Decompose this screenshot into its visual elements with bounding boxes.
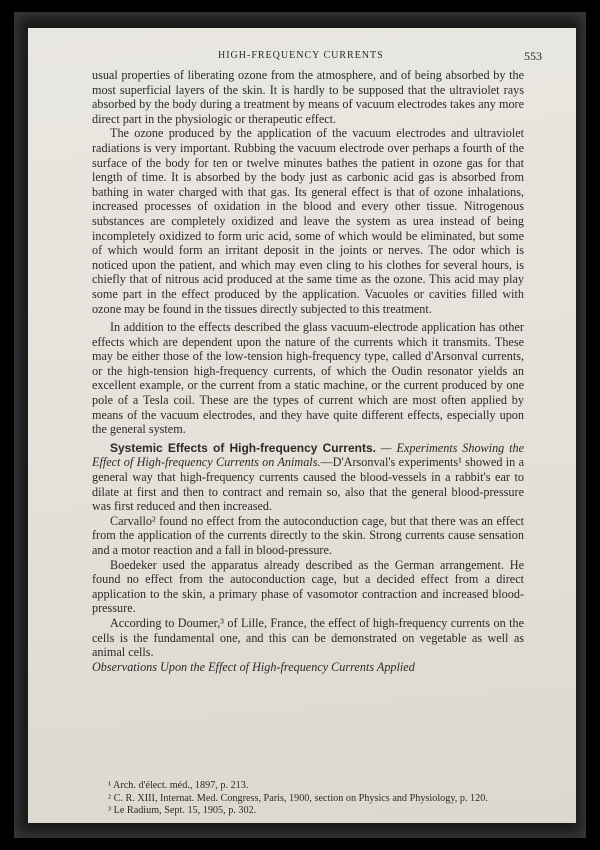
paragraph-5: Carvallo² found no effect from the autoconduction cage, but that there was an effect from the application of the currents directly to the skin. Strong currents cause sensation and a motor reaction and a fall in blood-pressure. [92, 513, 524, 557]
heading-dash: — [375, 440, 397, 455]
paragraph-1: usual properties of liberating ozone from the atmosphere, and of being absorbed by the most superficial layers of the skin. It is hardly to be supposed that the ultraviolet rays absorbed by the body during a treatment by means of vacuum electrodes takes any more direct part in the physiologic or therapeutic effect. [92, 68, 524, 126]
subsection-heading: Experiments Showing the Effect of High-frequency Currents on Animals. [92, 440, 524, 470]
paragraph-3: In addition to the effects described the glass vacuum-electrode application has other effects which are dependent upon the nature of the currents which it transmits. These may be either those of the low-tension high-frequency type, called d'Arsonval currents, or the high-tension high-frequency currents, of which the Oudin resonator yields an excellent example, or the current from a static machine, or the current produced by one pole of a Tesla coil. These are the types of current which are most often applied by means of the vacuum electrodes, and they have quite different effects, especially upon the general system. [92, 320, 524, 437]
body-text [92, 68, 524, 674]
paragraph-4-text: —D'Arsonval's experiments¹ showed in a general way that high-frequency currents caused the blood-vessels in a rabbit's ear to dilate at first and then to contract and remain so, also that the general blood-pressure was first reduced and then increased. [92, 455, 524, 514]
section-heading: Systemic Effects of High-frequency Currents. [110, 440, 376, 455]
page-header [28, 50, 576, 66]
footnote-3: ³ Le Radium, Sept. 15, 1905, p. 302. [108, 805, 257, 816]
footnote-1: ¹ Arch. d'élect. méd., 1897, p. 213. [108, 780, 249, 791]
footnote-2: ² C. R. XIII, Internat. Med. Congress, Paris, 1900, section on Physics and Physiology, p. 120. [108, 792, 488, 804]
paragraph-8: Observations Upon the Effect of High-frequency Currents Applied [92, 659, 415, 674]
paragraph-6: Boedeker used the apparatus already described as the German arrangement. He found no effect from the autoconduction cage, but a decided effect from a direct application to the skin, a primary phase of vasomotor contraction and increased blood-pressure. [92, 557, 524, 616]
footnotes [108, 780, 528, 818]
paragraph-4 [92, 441, 524, 514]
running-head: HIGH-FREQUENCY CURRENTS [218, 50, 384, 61]
book-page [28, 28, 576, 823]
paragraph-7: According to Doumer,³ of Lille, France, the effect of high-frequency currents on the cells is the fundamental one, and this can be demonstrated on vegetable as well as animal cells. [92, 615, 524, 660]
page-number: 553 [524, 49, 542, 63]
paragraph-2: The ozone produced by the application of the vacuum electrodes and ultraviolet radiations is very important. Rubbing the vacuum electrode over perhaps a fourth of the surface of the body for ten or twelve minutes bathes the patient in ozone gas for that length of time. It is absorbed by the body just as carbonic acid gas is absorbed from bathing in water charged with that gas. Its general effect is that of ozone inhalations, increased processes of oxidation in the blood and every other tissue. Nitrogenous substances are completely oxidized and leave the system as urea instead of being incompletely oxidized to form uric acid, some of which would be eliminated, but some of which would form an irritant deposit in the joints or nerves. The odor which is noticed upon the patient, and which may even cling to his clothes for several hours, is chiefly that of nitrous acid produced at the same time as the ozone. This acid may play some part in the effect produced by the application. Vacuoles or cavities filled with ozone may be found in the tissues directly subjected to this treatment. [92, 126, 524, 316]
